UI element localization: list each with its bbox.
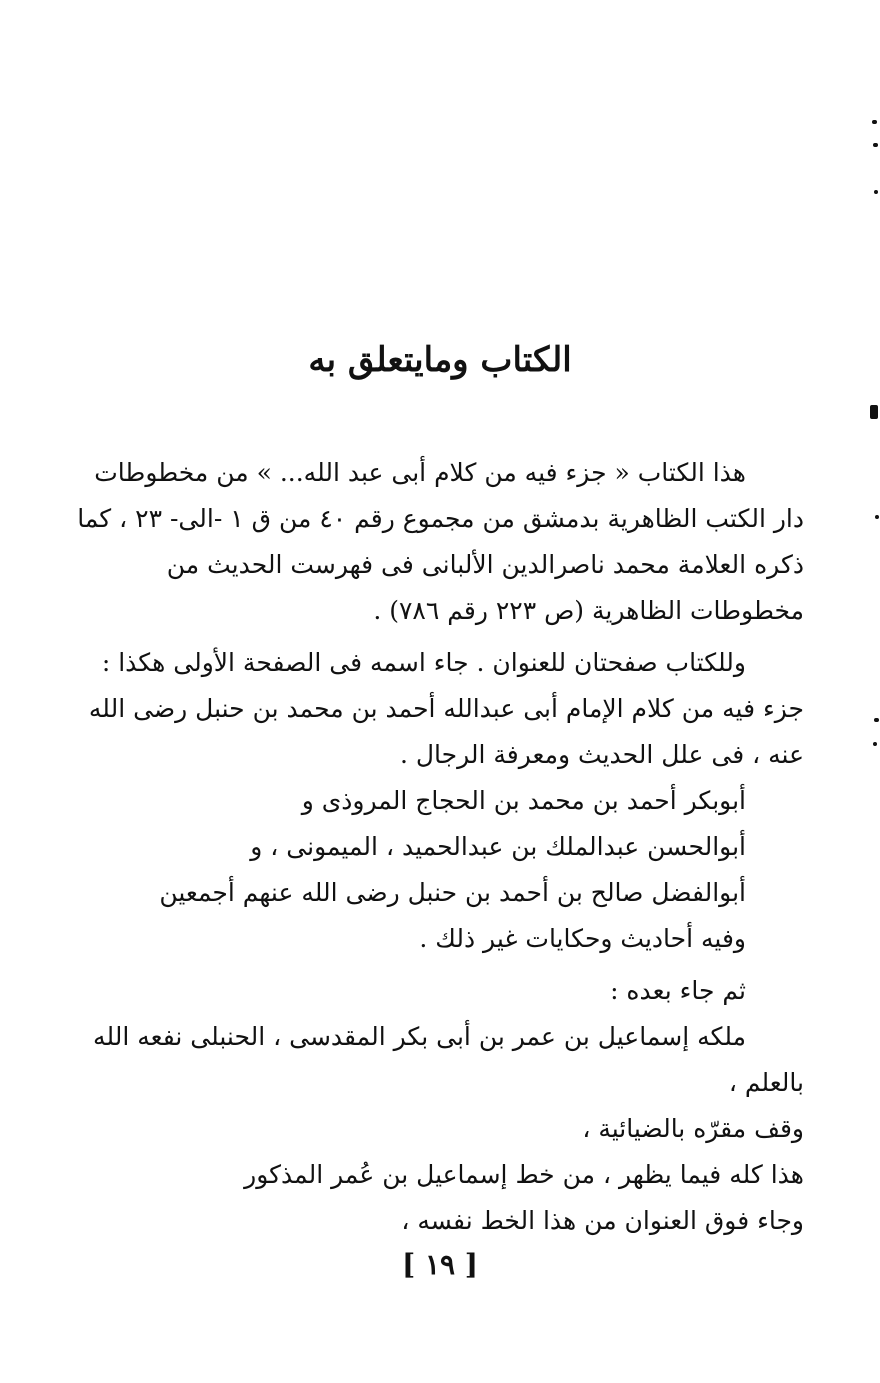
edge-mark (873, 143, 878, 147)
title-pages-paragraph (88, 640, 804, 778)
intro-paragraph (77, 450, 804, 634)
narrators-list (118, 778, 804, 962)
edge-mark (872, 120, 877, 124)
narrator-line: أبوالحسن عبدالملك بن عبدالحميد ، الميمونى ، و (250, 832, 746, 861)
text-line: ملكه إسماعيل بن عمر بن أبى بكر المقدسى ، الحنبلى نفعه الله (93, 1022, 746, 1051)
text-line: عنه ، فى علل الحديث ومعرفة الرجال . (399, 740, 804, 769)
ownership-paragraph (93, 1014, 804, 1106)
page-number: [ ١٩ ] (401, 1248, 479, 1281)
text-line: بالعلم ، (728, 1068, 804, 1097)
body-text (77, 450, 804, 1244)
text-line: جزء فيه من كلام الإمام أبى عبدالله أحمد بن محمد بن حنبل رضى الله (88, 694, 804, 723)
edge-mark (874, 190, 878, 194)
text-line: وجاء فوق العنوان من هذا الخط نفسه ، (401, 1206, 804, 1235)
narrator-line: أبوالفضل صالح بن أحمد بن حنبل رضى الله عنهم أجمعين (159, 878, 746, 907)
text-line: هذا كله فيما يظهر ، من خط إسماعيل بن عُمر المذكور (244, 1160, 804, 1189)
text-line: دار الكتب الظاهرية بدمشق من مجموع رقم ٤٠ من ق ١ -الى- ٢٣ ، كما (77, 504, 804, 533)
text-line: مخطوطات الظاهرية (ص ٢٢٣ رقم ٧٨٦) . (373, 596, 804, 625)
page-title: الكتاب ومايتعلق به (308, 340, 572, 380)
edge-mark (873, 742, 877, 746)
narrator-line: وفيه أحاديث وحكايات غير ذلك . (419, 924, 746, 953)
edge-mark (875, 515, 879, 519)
text-line: ثم جاء بعده : (610, 976, 746, 1005)
text-line: ذكره العلامة محمد ناصرالدين الألبانى فى فهرست الحديث من (166, 550, 804, 579)
narrator-line: أبوبكر أحمد بن محمد بن الحجاج المروذى و (301, 786, 746, 815)
closing-lines (118, 1106, 804, 1244)
text-line: وقف مقرّه بالضيائية ، (582, 1114, 804, 1143)
edge-mark (870, 405, 878, 419)
edge-mark (874, 718, 879, 722)
then-came-line (118, 968, 804, 1014)
text-line: هذا الكتاب « جزء فيه من كلام أبى عبد الله... » من مخطوطات (94, 458, 746, 487)
text-line: وللكتاب صفحتان للعنوان . جاء اسمه فى الصفحة الأولى هكذا : (101, 648, 746, 677)
